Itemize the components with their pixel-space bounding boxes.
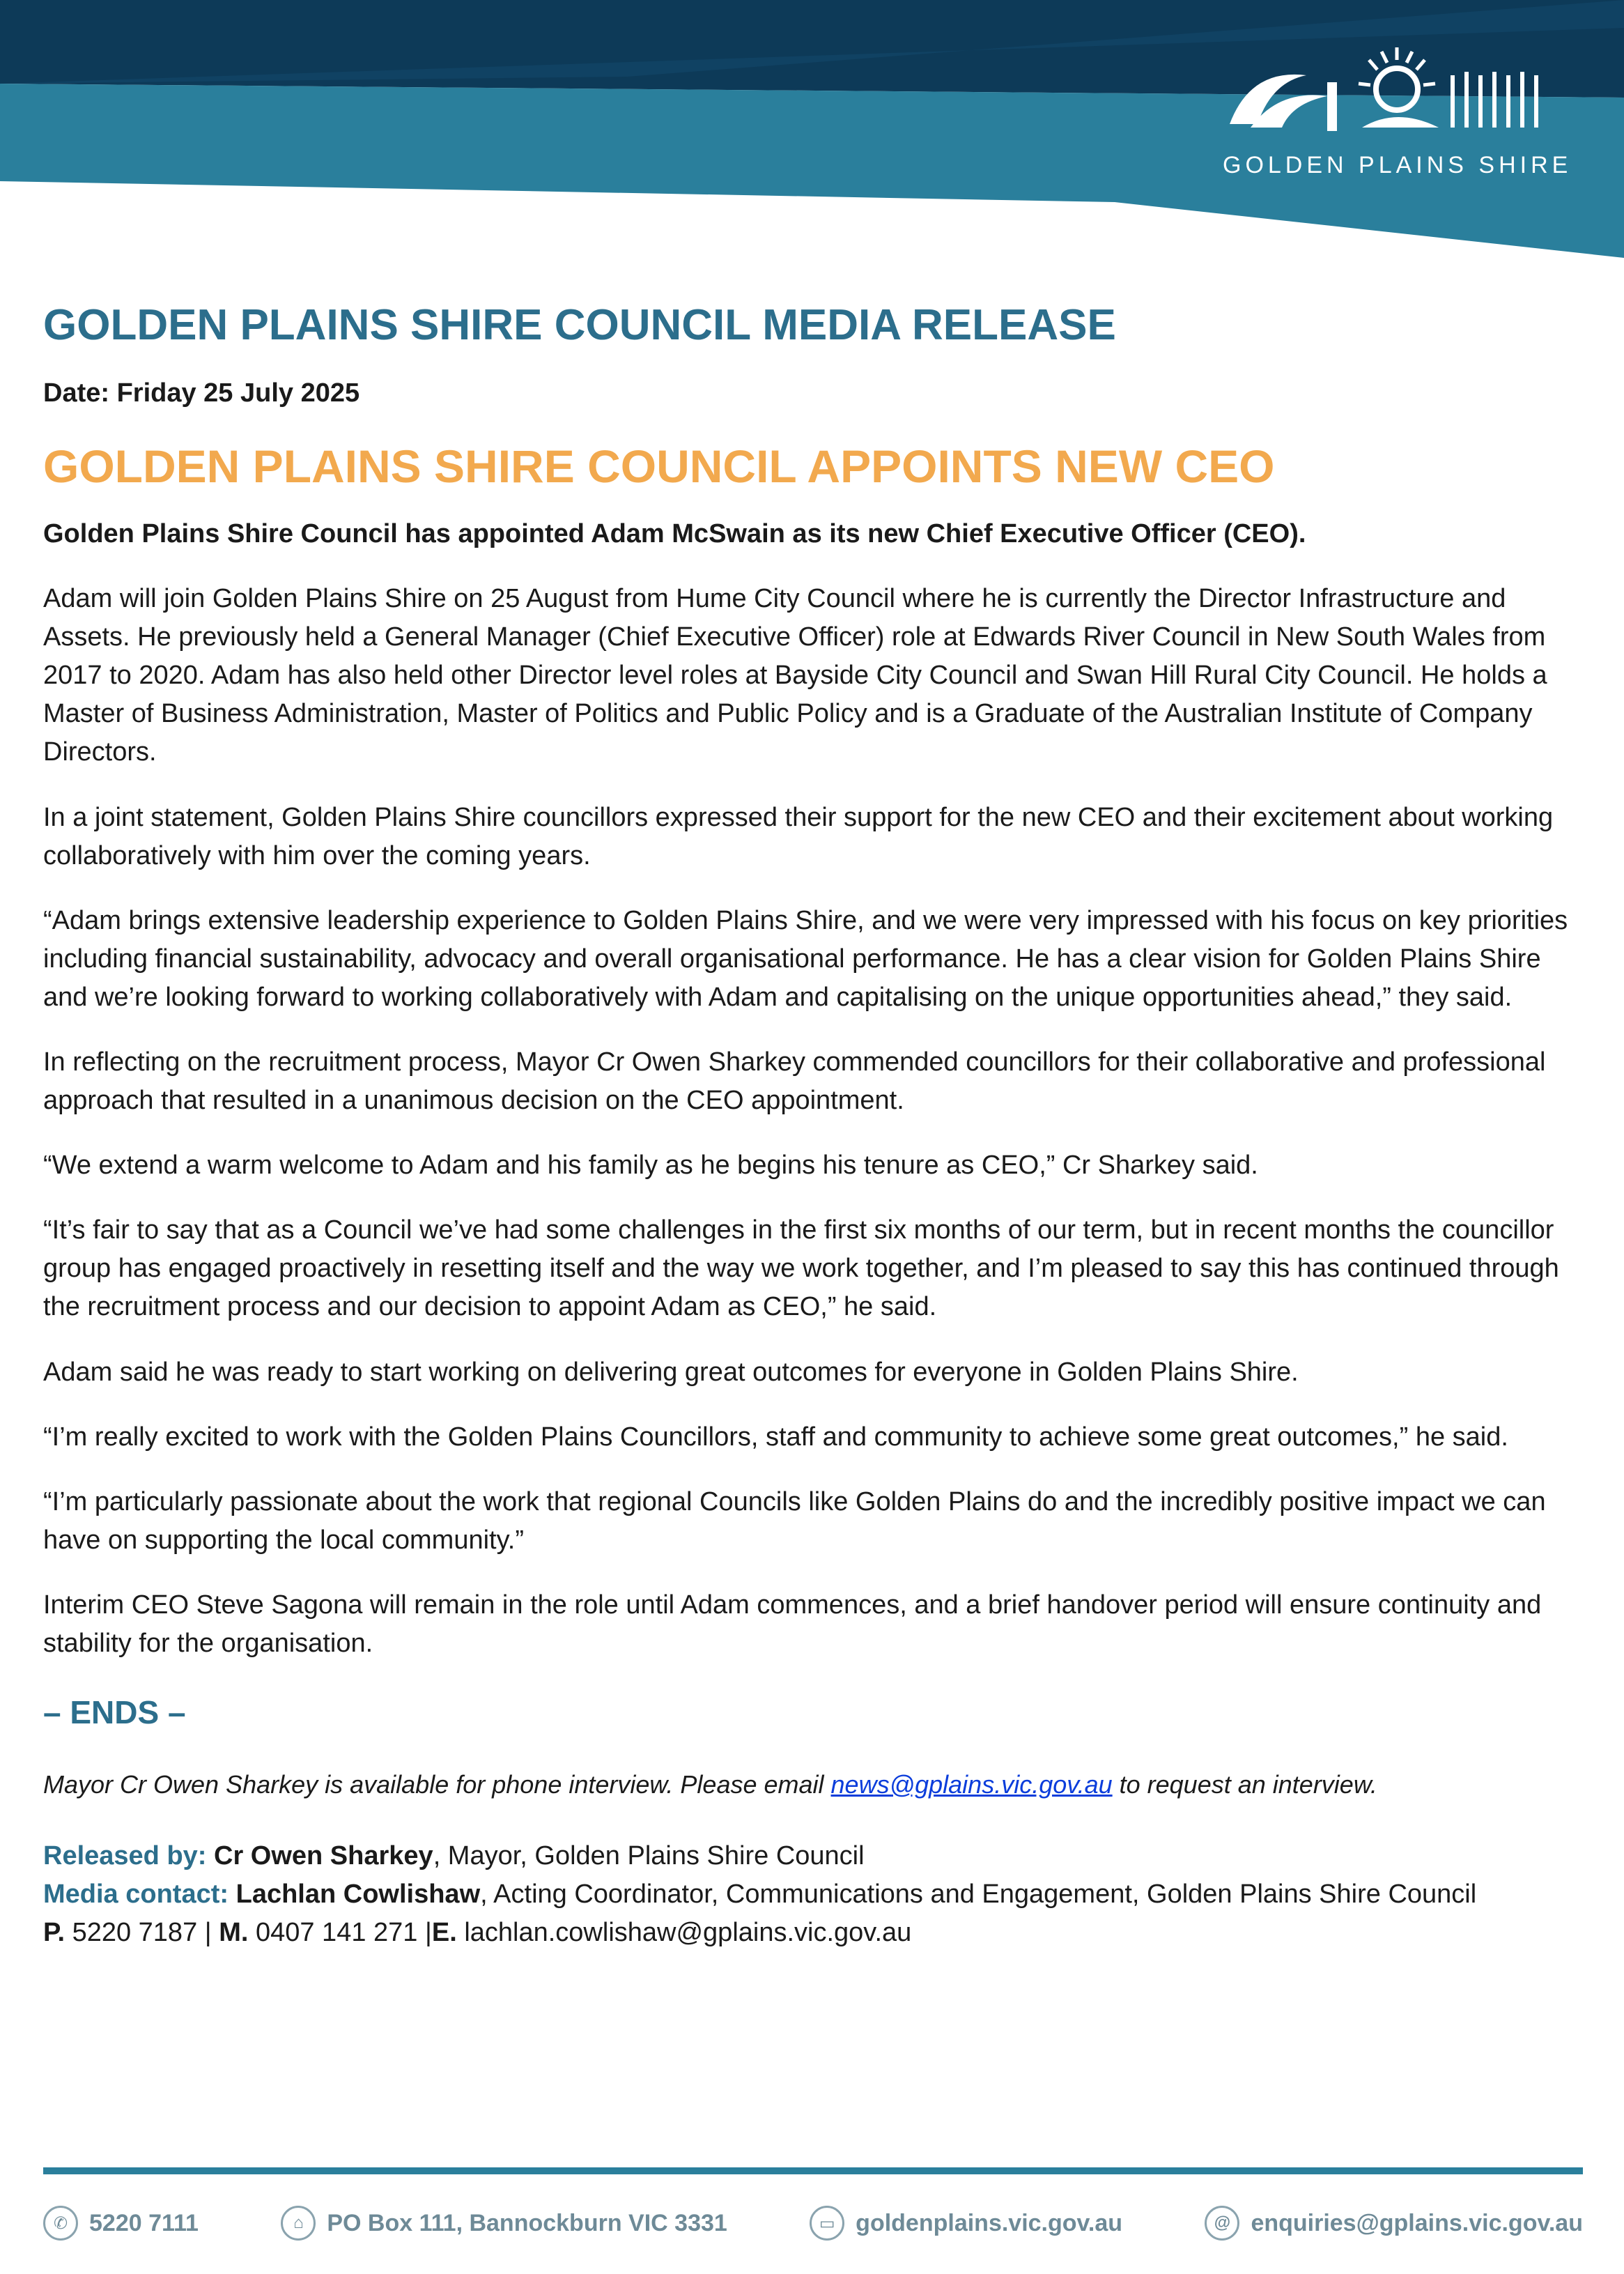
- phone-label: P.: [43, 1917, 65, 1947]
- mobile-label: M.: [219, 1917, 249, 1947]
- logo-mark-icon: [1223, 40, 1550, 145]
- council-logo: [1223, 40, 1572, 190]
- body-paragraph: In a joint statement, Golden Plains Shire councillors expressed their support for the new CEO and their excitement about working collaboratively with him over the coming years.: [43, 802, 1554, 870]
- computer-icon: ▭: [810, 2206, 844, 2241]
- lead-paragraph: Golden Plains Shire Council has appointed Adam McSwain as its new Chief Executive Officer (CEO).: [43, 518, 1306, 548]
- media-release-heading: GOLDEN PLAINS SHIRE COUNCIL MEDIA RELEASE: [43, 301, 1116, 349]
- body-paragraph: In reflecting on the recruitment process, Mayor Cr Owen Sharkey commended councillors for their collaborative and professional approach that resulted in a unanimous decision on the CEO appointment.: [43, 1047, 1546, 1116]
- email-value: lachlan.cowlishaw@gplains.vic.gov.au: [456, 1917, 912, 1947]
- released-by-name: Cr Owen Sharkey: [214, 1841, 433, 1870]
- phone-value: 5220 7187 |: [65, 1917, 219, 1947]
- footer-email[interactable]: [1205, 2206, 1583, 2241]
- footer-phone: [43, 2206, 199, 2241]
- released-by-label: Released by:: [43, 1841, 214, 1870]
- media-contact-name: Lachlan Cowlishaw: [235, 1879, 481, 1909]
- mobile-value: 0407 141 271 |: [248, 1917, 432, 1947]
- footer-website-text[interactable]: goldenplains.vic.gov.au: [856, 2209, 1123, 2236]
- interview-note-tail: to request an interview.: [1112, 1770, 1377, 1799]
- location-pin-icon: ⌂: [281, 2206, 316, 2241]
- body-paragraph: “It’s fair to say that as a Council we’ve had some challenges in the first six months of our term, but in recent months the councillor group has engaged proactively in resetting itself and the way we work together, and I’m pleased to say this has continued through the recruitment process and our decision to appoint Adam as CEO,” he said.: [43, 1215, 1559, 1322]
- body-paragraph: “I’m particularly passionate about the work that regional Councils like Golden Plains do and the incredibly positive impact we can have on supporting the local community.”: [43, 1486, 1546, 1555]
- ends-marker: – ENDS –: [43, 1694, 186, 1731]
- body-paragraph: “Adam brings extensive leadership experience to Golden Plains Shire, and we were very impressed with his focus on key priorities including financial sustainability, advocacy and overall organisational performance. He has a clear vision for Golden Plains Shire and we’re looking forward to working collaboratively with Adam and capitalising on the unique opportunities ahead,” they said.: [43, 905, 1568, 1012]
- media-contact-line: [43, 1875, 1583, 1914]
- release-date: Date: Friday 25 July 2025: [43, 378, 360, 408]
- phone-icon: ✆: [43, 2206, 78, 2241]
- released-by-role: , Mayor, Golden Plains Shire Council: [433, 1841, 865, 1870]
- at-sign-icon: @: [1205, 2206, 1239, 2241]
- email-label: E.: [431, 1917, 457, 1947]
- footer-divider: [43, 2167, 1583, 2174]
- logo-text: GOLDEN PLAINS SHIRE: [1223, 152, 1572, 178]
- footer-website[interactable]: [810, 2206, 1122, 2241]
- news-email-link[interactable]: news@gplains.vic.gov.au: [830, 1770, 1113, 1799]
- body-paragraph: Interim CEO Steve Sagona will remain in the role until Adam commences, and a brief handover period will ensure continuity and stability for the organisation.: [43, 1590, 1542, 1659]
- interview-note-text: Mayor Cr Owen Sharkey is available for phone interview. Please email: [43, 1770, 831, 1799]
- release-title: GOLDEN PLAINS SHIRE COUNCIL APPOINTS NEW CEO: [43, 440, 1275, 492]
- footer-phone-text: 5220 7111: [89, 2209, 199, 2236]
- body-paragraph: Adam said he was ready to start working on delivering great outcomes for everyone in Golden Plains Shire.: [43, 1357, 1299, 1387]
- contact-block: [43, 1837, 1583, 1952]
- released-by-line: [43, 1837, 1583, 1875]
- interview-note: [43, 1767, 1583, 1803]
- media-contact-label: Media contact:: [43, 1879, 236, 1909]
- body-paragraph: Adam will join Golden Plains Shire on 25 August from Hume City Council where he is currently the Director Infrastructure and Assets. He previously held a General Manager (Chief Executive Officer) role at Edwards River Council in New South Wales from 2017 to 2020. Adam has also held other Director level roles at Bayside City Council and Swan Hill Rural City Council. He holds a Master of Business Administration, Master of Politics and Public Policy and is a Graduate of the Australian Institute of Company Directors.: [43, 584, 1547, 767]
- document-body: [43, 300, 1583, 1952]
- body-paragraph: “I’m really excited to work with the Golden Plains Councillors, staff and community to achieve some great outcomes,” he said.: [43, 1422, 1508, 1452]
- footer-email-text[interactable]: enquiries@gplains.vic.gov.au: [1251, 2209, 1583, 2236]
- footer: [43, 2195, 1583, 2251]
- footer-address: [281, 2206, 727, 2241]
- body-paragraph: “We extend a warm welcome to Adam and his family as he begins his tenure as CEO,” Cr Sharkey said.: [43, 1151, 1258, 1181]
- media-contact-role: , Acting Coordinator, Communications and Engagement, Golden Plains Shire Council: [480, 1879, 1477, 1909]
- footer-address-text: PO Box 111, Bannockburn VIC 3331: [327, 2209, 727, 2236]
- contact-details-line: [43, 1914, 1583, 1952]
